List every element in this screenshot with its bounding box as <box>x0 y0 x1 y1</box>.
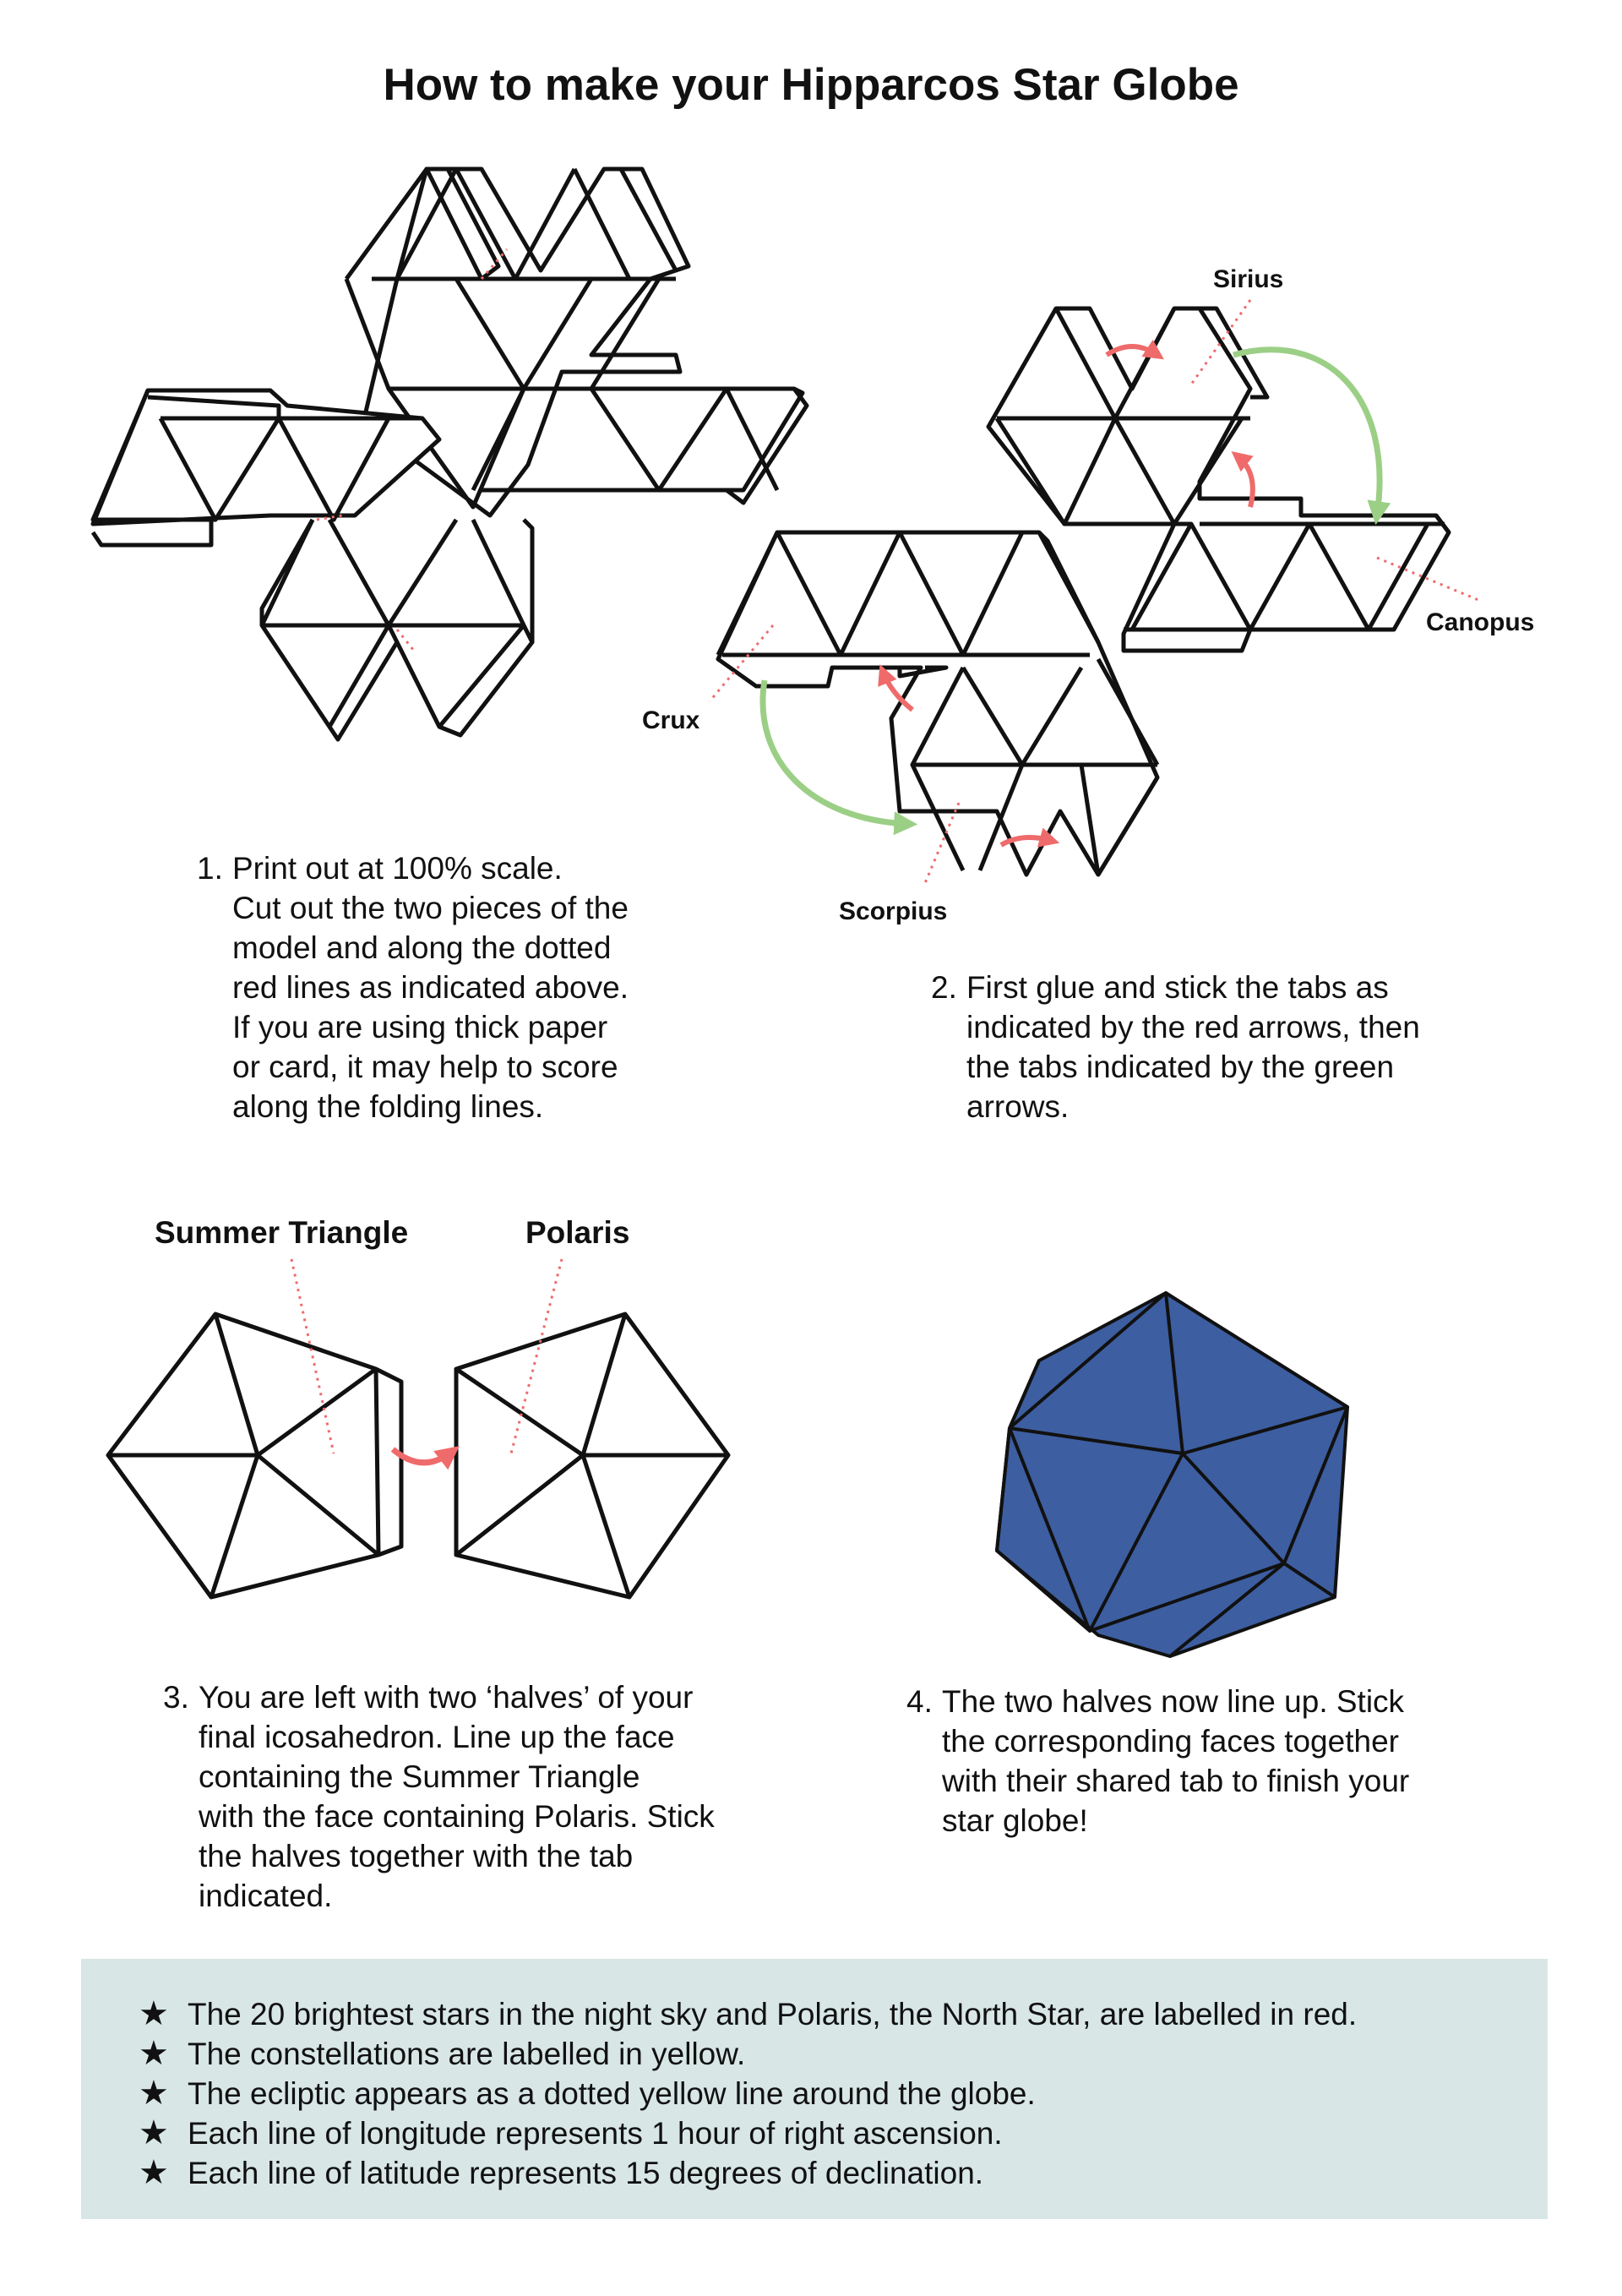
half-polaris <box>456 1314 728 1597</box>
net-piece-left <box>93 169 807 739</box>
step-2 <box>931 968 1420 1126</box>
notes-item-text: Each line of longitude represents 1 hour of right ascension. <box>188 2116 1003 2151</box>
star-icon: ★ <box>139 2075 169 2112</box>
notes-item <box>139 2113 1548 2153</box>
step-1-line: along the folding lines. <box>232 1089 544 1124</box>
notes-item-text: The ecliptic appears as a dotted yellow line around the globe. <box>188 2076 1036 2111</box>
star-icon: ★ <box>139 2035 169 2072</box>
step-4-line: The two halves now line up. Stick <box>942 1684 1405 1719</box>
step-4-line: star globe! <box>942 1803 1088 1838</box>
step-1-line: or card, it may help to score <box>232 1050 618 1084</box>
label-sirius: Sirius <box>1213 265 1284 293</box>
notes-item <box>139 2074 1548 2113</box>
star-icon: ★ <box>139 1995 169 2032</box>
step-2-number: 2. <box>931 970 957 1005</box>
step-3-line: the halves together with the tab <box>199 1839 634 1873</box>
step-1-line: Print out at 100% scale. <box>232 851 563 886</box>
notes-item <box>139 1994 1548 2034</box>
half-summer-triangle <box>108 1314 401 1597</box>
completed-icosahedron <box>997 1293 1347 1656</box>
step-2-line: the tabs indicated by the green <box>966 1050 1395 1084</box>
notes-item-text: The 20 brightest stars in the night sky and Polaris, the North Star, are labelled in red. <box>188 1997 1358 2031</box>
label-summer-triangle: Summer Triangle <box>155 1215 409 1250</box>
notes-item-text: Each line of latitude represents 15 degrees of declination. <box>188 2156 984 2190</box>
step-4-line: with their shared tab to finish your <box>942 1764 1410 1798</box>
step-3-line: indicated. <box>199 1879 333 1913</box>
step-3-line: final icosahedron. Line up the face <box>199 1720 675 1754</box>
notes-item <box>139 2153 1548 2193</box>
step-1 <box>197 848 629 1126</box>
star-icon: ★ <box>139 2114 169 2151</box>
step-3-line: You are left with two ‘halves’ of your <box>199 1680 694 1715</box>
step-4-number: 4. <box>906 1684 933 1719</box>
net-piece-right-lower <box>718 532 1157 875</box>
step-3-line: containing the Summer Triangle <box>199 1759 640 1794</box>
label-scorpius: Scorpius <box>839 897 948 925</box>
label-crux: Crux <box>642 706 700 734</box>
step-4-line: the corresponding faces together <box>942 1724 1399 1759</box>
step-2-line: First glue and stick the tabs as <box>966 970 1389 1005</box>
step-1-line: red lines as indicated above. <box>232 970 629 1005</box>
step-3-line: with the face containing Polaris. Stick <box>199 1799 715 1834</box>
step-2-line: indicated by the red arrows, then <box>966 1010 1420 1044</box>
notes-item <box>139 2034 1548 2074</box>
step-1-number: 1. <box>197 851 223 886</box>
step-3-number: 3. <box>163 1680 189 1715</box>
notes-item-text: The constellations are labelled in yellow. <box>188 2037 746 2071</box>
label-polaris: Polaris <box>525 1215 630 1250</box>
step-1-line: model and along the dotted <box>232 930 612 965</box>
star-icon: ★ <box>139 2154 169 2191</box>
notes-list <box>81 1959 1548 2193</box>
step-1-line: If you are using thick paper <box>232 1010 608 1044</box>
step-2-line: arrows. <box>966 1089 1070 1124</box>
step-1-line: Cut out the two pieces of the <box>232 891 629 925</box>
step-3 <box>163 1677 715 1916</box>
label-canopus: Canopus <box>1426 608 1535 636</box>
notes-box <box>81 1959 1548 2219</box>
step-4 <box>906 1682 1409 1841</box>
page-title: How to make your Hipparcos Star Globe <box>383 60 1239 110</box>
